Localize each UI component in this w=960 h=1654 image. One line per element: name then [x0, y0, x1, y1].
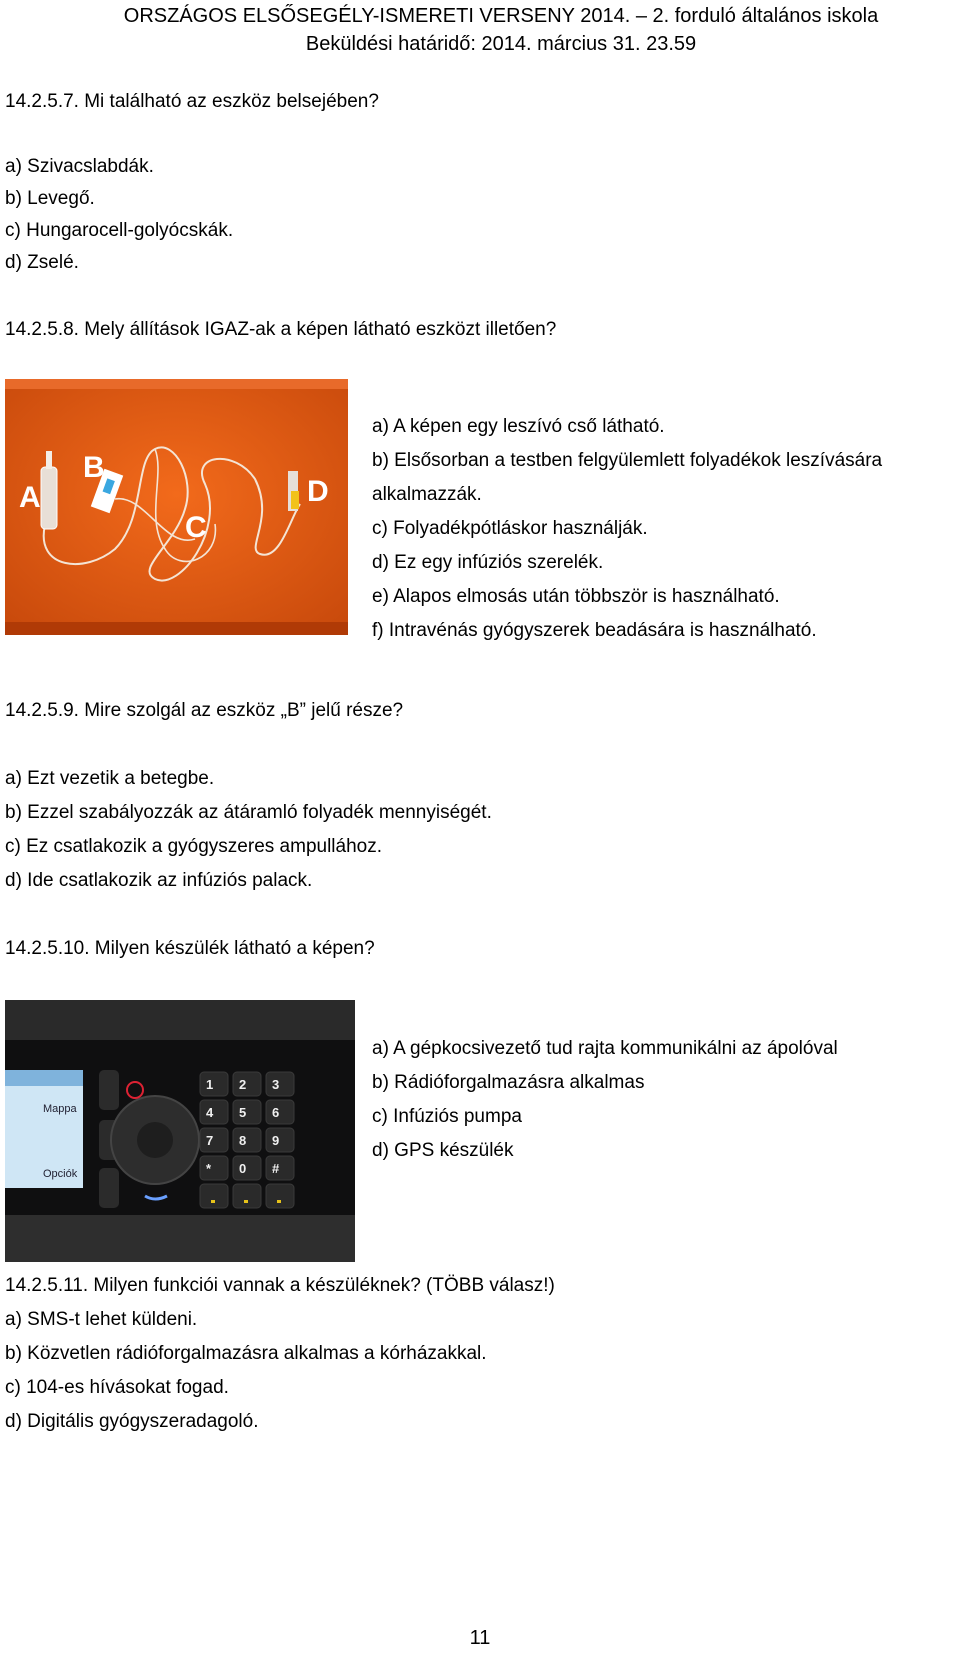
question-8: 14.2.5.8. Mely állítások IGAZ-ak a képen látható eszközt illetően?: [5, 319, 557, 340]
q7-option-b: b) Levegő.: [5, 188, 95, 209]
header-line-1: ORSZÁGOS ELSŐSEGÉLY-ISMERETI VERSENY 2014. – 2. forduló általános iskola: [123, 5, 879, 27]
q11-option-b: b) Közvetlen rádióforgalmazásra alkalmas a kórházakkal.: [5, 1343, 487, 1364]
q10-option-a: a) A gépkocsivezető tud rajta kommunikálni az ápolóval: [372, 1038, 838, 1059]
page-number: 11: [469, 1627, 491, 1649]
q8-options: [372, 410, 882, 648]
q8-option-b-cont: alkalmazzák.: [372, 484, 482, 505]
q9-option-b: b) Ezzel szabályozzák az átáramló folyadék mennyiségét.: [5, 802, 492, 823]
q10-option-b: b) Rádióforgalmazásra alkalmas: [372, 1072, 645, 1093]
svg-text:4: 4: [206, 1105, 214, 1120]
q11-option-c: c) 104-es hívásokat fogad.: [5, 1377, 229, 1398]
q7-option-d: d) Zselé.: [5, 252, 79, 273]
question-9: 14.2.5.9. Mire szolgál az eszköz „B” jelű része?: [5, 700, 404, 721]
q7-option-a: a) Szivacslabdák.: [5, 156, 154, 177]
label-b: B: [83, 451, 105, 484]
svg-text:7: 7: [206, 1133, 214, 1148]
svg-text:6: 6: [272, 1105, 280, 1120]
q9-option-c: c) Ez csatlakozik a gyógyszeres ampullához.: [5, 836, 382, 857]
q10-options: [372, 1032, 838, 1168]
label-c: C: [185, 511, 207, 544]
q8-option-f: f) Intravénás gyógyszerek beadására is használható.: [372, 620, 817, 641]
svg-text:0: 0: [239, 1161, 247, 1176]
question-11: 14.2.5.11. Milyen funkciói vannak a készüléknek? (TÖBB válasz!): [5, 1275, 555, 1296]
label-d: D: [307, 475, 329, 508]
svg-text:1: 1: [206, 1077, 214, 1092]
question-10: 14.2.5.10. Milyen készülék látható a képen?: [5, 938, 375, 959]
radio-device-photo: [5, 1000, 355, 1262]
page-header: [0, 2, 960, 58]
svg-text:*: *: [206, 1161, 212, 1176]
q7-option-c: c) Hungarocell-golyócskák.: [5, 220, 234, 241]
q8-option-c: c) Folyadékpótláskor használják.: [372, 518, 648, 539]
svg-text:#: #: [272, 1161, 280, 1176]
q8-option-a: a) A képen egy leszívó cső látható.: [372, 416, 665, 437]
label-a: A: [19, 481, 41, 514]
screen-label-mappa: Mappa: [43, 1103, 77, 1115]
q11-option-d: d) Digitális gyógyszeradagoló.: [5, 1411, 259, 1432]
svg-text:5: 5: [239, 1105, 247, 1120]
q10-option-c: c) Infúziós pumpa: [372, 1106, 522, 1127]
svg-text:2: 2: [239, 1077, 247, 1092]
svg-text:9: 9: [272, 1133, 280, 1148]
q9-option-a: a) Ezt vezetik a betegbe.: [5, 768, 215, 789]
svg-text:3: 3: [272, 1077, 280, 1092]
q10-option-d: d) GPS készülék: [372, 1140, 514, 1161]
svg-text:8: 8: [239, 1133, 247, 1148]
q8-option-b: b) Elsősorban a testben felgyülemlett folyadékok leszívására: [372, 450, 883, 471]
q9-option-d: d) Ide csatlakozik az infúziós palack.: [5, 870, 313, 891]
question-7: 14.2.5.7. Mi található az eszköz belsejében?: [5, 91, 379, 112]
header-line-2: Beküldési határidő: 2014. március 31. 23.59: [305, 33, 697, 55]
q8-option-d: d) Ez egy infúziós szerelék.: [372, 552, 604, 573]
infusion-set-photo: [5, 379, 348, 635]
q11-option-a: a) SMS-t lehet küldeni.: [5, 1309, 198, 1330]
q8-option-e: e) Alapos elmosás után többször is használható.: [372, 586, 780, 607]
screen-label-opciok: Opciók: [43, 1168, 78, 1180]
